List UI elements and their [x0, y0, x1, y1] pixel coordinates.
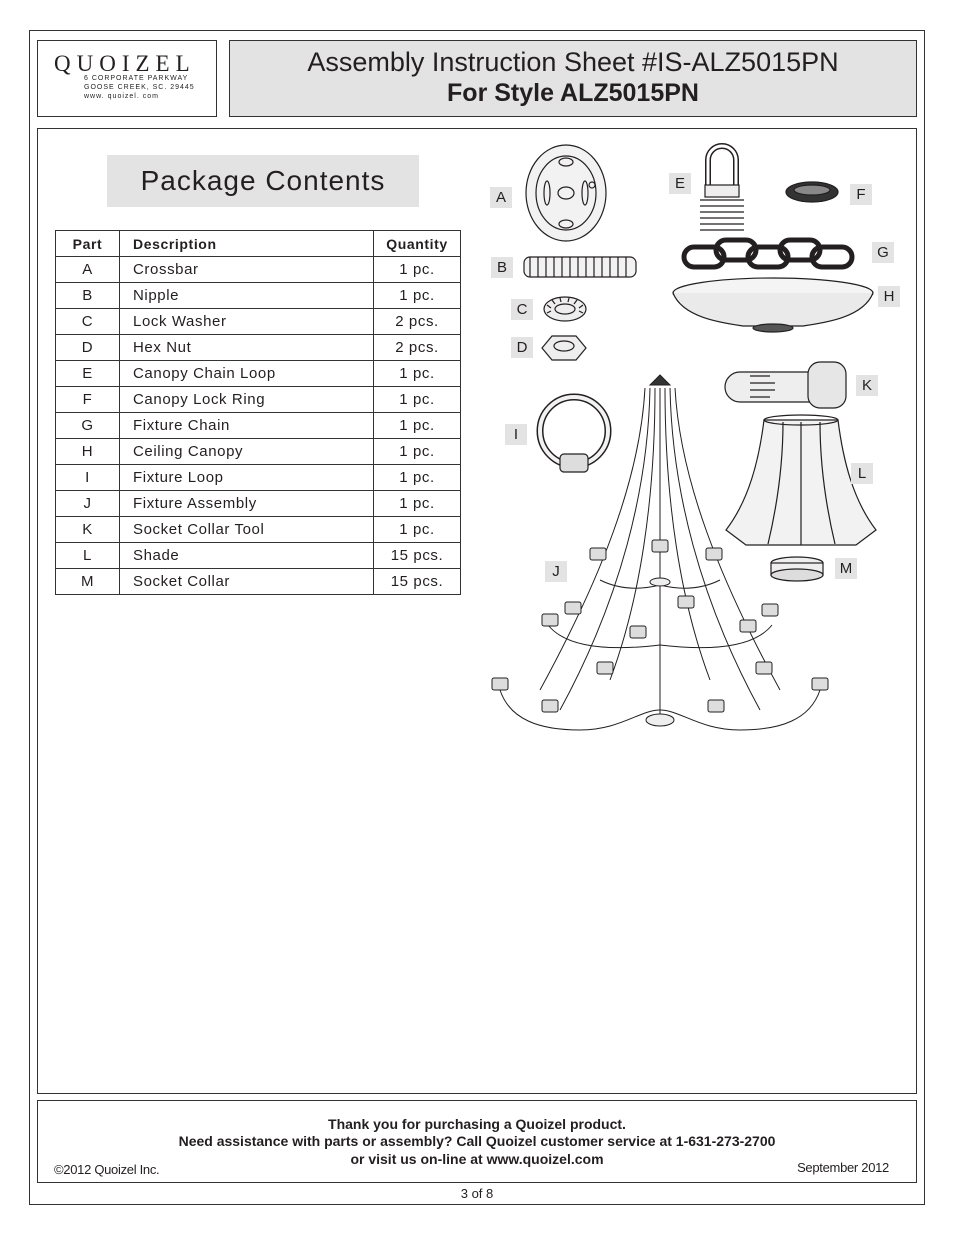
style-title: For Style ALZ5015PN — [447, 79, 699, 107]
table-header-row — [56, 231, 461, 257]
column-header-part: Part — [56, 231, 120, 257]
cell-quantity: 1 pc. — [374, 283, 461, 309]
table-row — [56, 517, 461, 543]
logo-box — [37, 40, 217, 117]
label-f: F — [850, 184, 872, 205]
cell-quantity: 15 pcs. — [374, 543, 461, 569]
cell-description: Fixture Chain — [120, 413, 374, 439]
label-b: B — [491, 257, 513, 278]
cell-quantity: 2 pcs. — [374, 335, 461, 361]
cell-part: H — [56, 439, 120, 465]
address-line-1: 6 CORPORATE PARKWAY — [84, 75, 189, 82]
lock-washer-drawing — [544, 297, 586, 321]
cell-part: D — [56, 335, 120, 361]
cell-part: E — [56, 361, 120, 387]
label-a: A — [490, 187, 512, 208]
table-row — [56, 257, 461, 283]
cell-quantity: 1 pc. — [374, 491, 461, 517]
label-i: I — [505, 424, 527, 445]
cell-description: Nipple — [120, 283, 374, 309]
column-header-description: Description — [120, 231, 374, 257]
hex-nut-drawing — [542, 336, 586, 360]
label-h: H — [878, 286, 900, 307]
cell-part: I — [56, 465, 120, 491]
footer-thanks: Thank you for purchasing a Quoizel product. — [328, 1116, 626, 1132]
company-website: www. quoizel. com — [84, 93, 159, 100]
cell-part: B — [56, 283, 120, 309]
cell-part: A — [56, 257, 120, 283]
canopy-chain-loop-drawing — [700, 146, 744, 230]
cell-description: Canopy Lock Ring — [120, 387, 374, 413]
cell-quantity: 1 pc. — [374, 517, 461, 543]
label-k: K — [856, 375, 878, 396]
table-row — [56, 439, 461, 465]
title-box — [229, 40, 917, 117]
parts-table — [55, 230, 461, 595]
cell-description: Hex Nut — [120, 335, 374, 361]
address-line-2: GOOSE CREEK, SC. 29445 — [84, 84, 195, 91]
cell-description: Ceiling Canopy — [120, 439, 374, 465]
cell-description: Crossbar — [120, 257, 374, 283]
cell-part: L — [56, 543, 120, 569]
cell-quantity: 1 pc. — [374, 465, 461, 491]
copyright-icon: © — [54, 1162, 64, 1177]
table-row — [56, 491, 461, 517]
fixture-loop-drawing — [540, 397, 608, 472]
page-number: 3 of 8 — [460, 1186, 494, 1201]
ceiling-canopy-drawing — [673, 278, 873, 332]
cell-description: Fixture Assembly — [120, 491, 374, 517]
nipple-drawing — [524, 257, 636, 277]
table-row — [56, 543, 461, 569]
socket-collar-tool-drawing — [725, 362, 846, 408]
label-g: G — [872, 242, 894, 263]
cell-part: K — [56, 517, 120, 543]
label-l: L — [851, 463, 873, 484]
fixture-chain-drawing — [684, 240, 852, 267]
table-row — [56, 335, 461, 361]
package-contents-heading: Package Contents — [107, 155, 419, 207]
cell-quantity: 1 pc. — [374, 257, 461, 283]
cell-description: Fixture Loop — [120, 465, 374, 491]
footer-website: or visit us on-line at www.quoizel.com — [350, 1151, 604, 1167]
parts-diagram — [470, 140, 910, 760]
table-row — [56, 283, 461, 309]
copyright — [54, 1162, 159, 1177]
sheet-title: Assembly Instruction Sheet #IS-ALZ5015PN — [307, 47, 839, 77]
cell-quantity: 1 pc. — [374, 413, 461, 439]
cell-quantity: 1 pc. — [374, 361, 461, 387]
label-e: E — [669, 173, 691, 194]
cell-part: C — [56, 309, 120, 335]
cell-quantity: 2 pcs. — [374, 309, 461, 335]
cell-description: Lock Washer — [120, 309, 374, 335]
cell-description: Shade — [120, 543, 374, 569]
cell-part: G — [56, 413, 120, 439]
label-d: D — [511, 337, 533, 358]
cell-quantity: 1 pc. — [374, 387, 461, 413]
socket-collar-drawing — [771, 557, 823, 581]
crossbar-drawing — [526, 145, 606, 241]
footer-date: September 2012 — [797, 1160, 889, 1175]
cell-description: Socket Collar Tool — [120, 517, 374, 543]
cell-quantity: 15 pcs. — [374, 569, 461, 595]
cell-part: J — [56, 491, 120, 517]
label-j: J — [545, 561, 567, 582]
label-c: C — [511, 299, 533, 320]
cell-part: M — [56, 569, 120, 595]
canopy-lock-ring-drawing — [786, 182, 838, 202]
cell-description: Canopy Chain Loop — [120, 361, 374, 387]
cell-description: Socket Collar — [120, 569, 374, 595]
column-header-quantity: Quantity — [374, 231, 461, 257]
cell-part: F — [56, 387, 120, 413]
footer-assistance: Need assistance with parts or assembly? Call Quoizel customer service at 1-631-273-2700 — [178, 1133, 776, 1149]
company-address — [84, 74, 195, 101]
cell-quantity: 1 pc. — [374, 439, 461, 465]
footer-box — [37, 1100, 917, 1183]
label-m: M — [835, 558, 857, 579]
table-row — [56, 387, 461, 413]
copyright-text: 2012 Quoizel Inc. — [63, 1162, 160, 1177]
table-row — [56, 465, 461, 491]
table-row — [56, 361, 461, 387]
company-logo: QUOIZEL — [54, 51, 196, 76]
table-row — [56, 569, 461, 595]
table-row — [56, 413, 461, 439]
table-row — [56, 309, 461, 335]
